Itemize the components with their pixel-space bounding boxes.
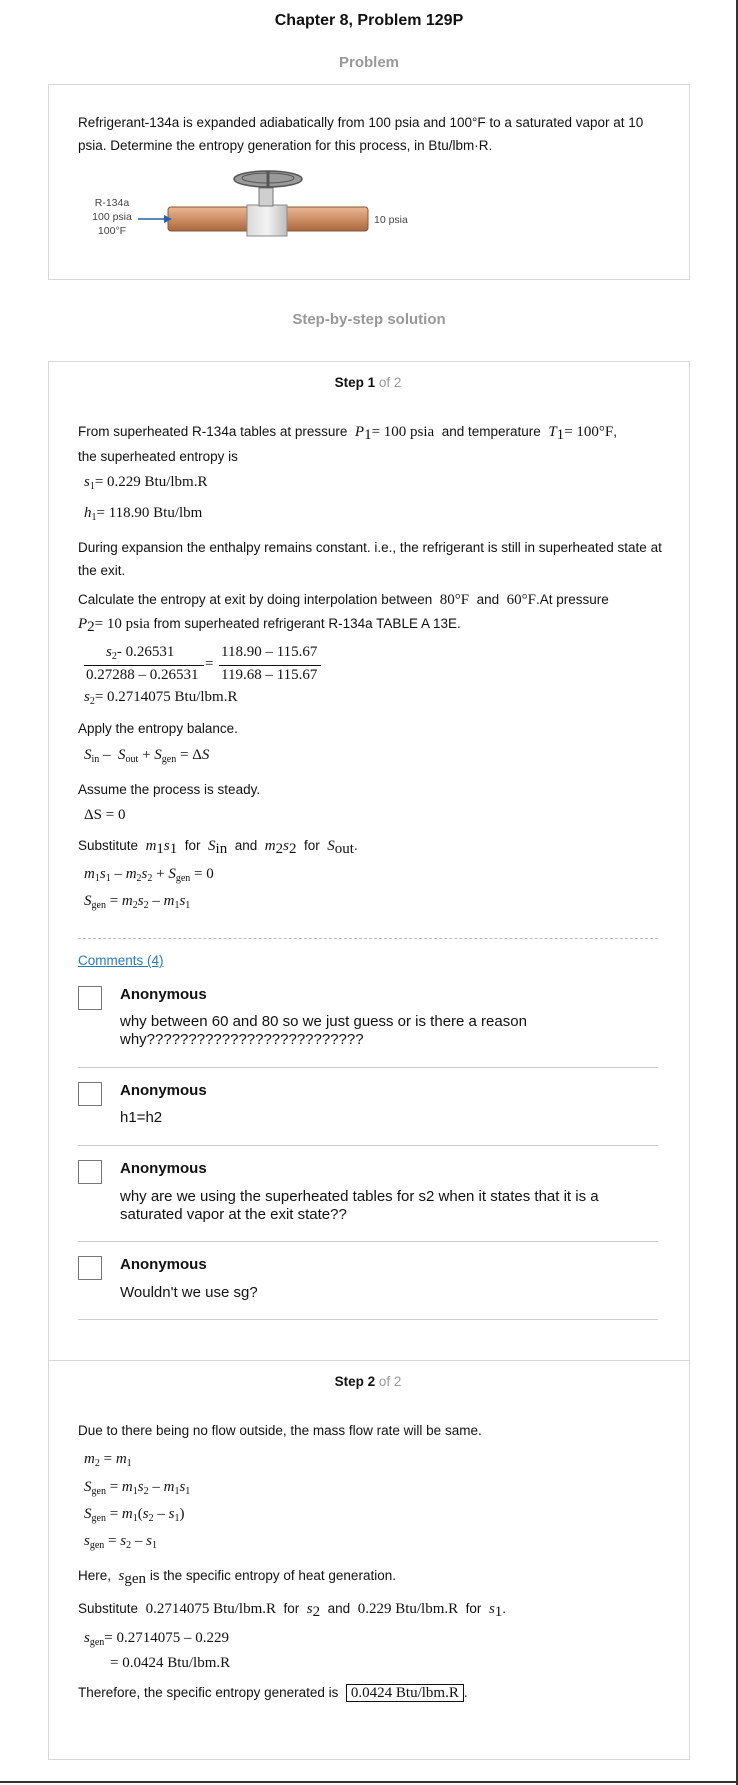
- comment-author: Anonymous: [120, 1160, 207, 1177]
- step-divider: [48, 1360, 689, 1361]
- comment-separator: [78, 1067, 658, 1068]
- delta-s-equation: ΔS = 0: [84, 807, 126, 823]
- interpolation-text-cont: $P_2= 10$ psia from superheated refrigerant R-134a TABLE A 13E.: [78, 616, 461, 635]
- problem-heading: Problem: [338, 54, 399, 71]
- comment-author: Anonymous: [120, 1256, 207, 1273]
- h1-equation: $h_1= 118.90$ Btu/lbm: [84, 505, 203, 523]
- comments-divider: [78, 938, 658, 939]
- s2-equation: $s_2= 0.2714075$ Btu/lbm.R: [84, 689, 238, 707]
- expansion-text: During expansion the enthalpy remains constant. i.e., the refrigerant is still in superheated state at the exit.: [78, 540, 662, 578]
- step2-substitute-text: Substitute 0.2714075 Btu/lbm.R for $s_2$ and 0.229 Btu/lbm.R for $s_1$.: [78, 1601, 507, 1620]
- comment-checkbox[interactable]: [78, 986, 102, 1010]
- step2-header: Step 2 of 2: [334, 1374, 402, 1389]
- comment-text: h1=h2: [120, 1109, 163, 1126]
- comment-checkbox[interactable]: [78, 1160, 102, 1184]
- comments-link[interactable]: Comments (4): [78, 953, 164, 968]
- solution-heading: Step-by-step solution: [292, 311, 446, 328]
- sgen-definition-text: Here, $s_{gen}$ is the specific entropy of heat generation.: [78, 1568, 396, 1587]
- assume-steady-text: Assume the process is steady.: [78, 782, 261, 797]
- step1-intro-cont: the superheated entropy is: [78, 449, 238, 464]
- apply-balance-text: Apply the entropy balance.: [78, 721, 238, 736]
- comment-text: Wouldn't we use sg?: [120, 1284, 258, 1301]
- sgen-numeric-equation: $s_{gen}= 0.2714075 - 0.229$: [84, 1630, 230, 1648]
- substitute-text: Substitute $m_1s_1$ for $S_{in}$ and $m_2s_2$ for $S_{out}$.: [78, 838, 358, 857]
- comment-text: why between 60 and 80 so we just guess or is there a reason why??????????????????????????: [120, 1013, 527, 1048]
- comment-text: why are we using the superheated tables for s2 when it states that it is a saturated vapor at the exit state??: [120, 1188, 599, 1223]
- page-title: Chapter 8, Problem 129P: [274, 12, 464, 29]
- answer-box: 0.0424 Btu/lbm.R: [346, 1684, 464, 1702]
- mass-flow-text: Due to there being no flow outside, the mass flow rate will be same.: [78, 1423, 482, 1438]
- figure-inlet-temp: 100°F: [97, 225, 127, 237]
- comment-author: Anonymous: [120, 986, 207, 1003]
- page-bottom-border: [0, 1781, 738, 1783]
- step1-header: Step 1 of 2: [334, 375, 402, 390]
- comment-checkbox[interactable]: [78, 1256, 102, 1280]
- sgen-result-equation: = 0.0424 Btu/lbm.R: [110, 1655, 231, 1671]
- sgen-equation: $S_{gen} = m_2s_2 - m_1s_1$: [84, 893, 191, 911]
- interpolation-text: Calculate the entropy at exit by doing interpolation between 80°F and 60°F.At pressure: [78, 592, 609, 608]
- comment-separator: [78, 1319, 658, 1320]
- specific-sgen-equation: $s_{gen} = s_2 - s_1$: [84, 1533, 157, 1551]
- throttle-valve-figure: [88, 166, 418, 242]
- comment-separator: [78, 1145, 658, 1146]
- sgen-mass-equation: $S_{gen} = m_1s_2 - m_1s_1$: [84, 1479, 191, 1497]
- s1-equation: $s_1= 0.229$ Btu/lbm.R: [84, 474, 208, 492]
- figure-fluid-label: R-134a: [94, 197, 130, 209]
- sgen-factored-equation: $S_{gen} = m_1(s_2 - s_1)$: [84, 1506, 185, 1524]
- figure-inlet-pressure: 100 psia: [92, 211, 132, 223]
- entropy-balance-equation: $S_{in} - S_{out} + S_{gen} = \Delta S$: [84, 747, 210, 765]
- mass-equal-equation: $m_2 = m_1$: [84, 1451, 132, 1469]
- comment-checkbox[interactable]: [78, 1082, 102, 1106]
- balance-sub-equation: $m_1s_1 - m_2s_2 + S_{gen} = 0$: [84, 866, 214, 884]
- final-answer-text: Therefore, the specific entropy generated is 0.0424 Btu/lbm.R .: [78, 1685, 468, 1701]
- comment-author: Anonymous: [120, 1082, 207, 1099]
- comment-separator: [78, 1241, 658, 1242]
- step1-intro: From superheated R-134a tables at pressure $P_1= 100$ psia and temperature $T_1= 100^\circ F$,: [78, 424, 617, 443]
- figure-outlet-pressure: 10 psia: [374, 214, 408, 226]
- problem-text: Refrigerant-134a is expanded adiabatically from 100 psia and 100°F to a saturated vapor at 10 psia. Determine the entropy generation for this process, in Btu/lbm·R.: [78, 115, 644, 153]
